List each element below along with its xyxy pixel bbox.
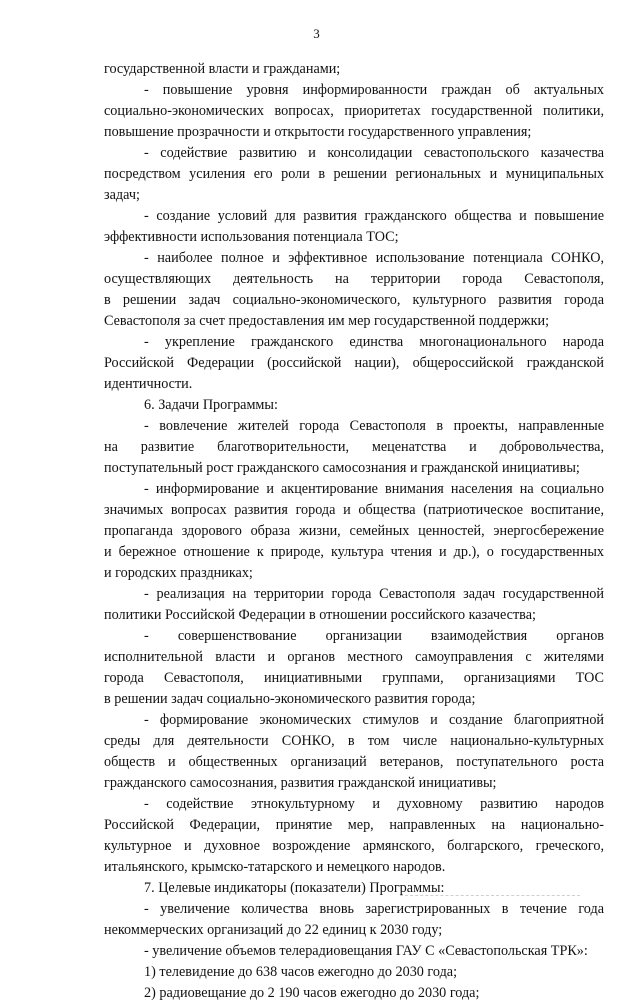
- text-line: и бережное отношение к природе, культура чтения и др.), о государственных: [104, 544, 604, 560]
- text-line: - наиболее полное и эффективное использование потенциала СОНКО,: [144, 250, 604, 266]
- text-line: и городских праздниках;: [104, 565, 253, 581]
- text-line: - информирование и акцентирование внимания населения на социально: [144, 481, 604, 497]
- text-line: Российской Федерации, принятие мер, направленных на национально-: [104, 817, 604, 833]
- text-line: - вовлечение жителей города Севастополя в проекты, направленные: [144, 418, 604, 434]
- text-line: социально-экономических вопросах, приоритетах государственной политики,: [104, 103, 604, 119]
- text-line: 6. Задачи Программы:: [144, 397, 278, 413]
- text-line: осуществляющих деятельность на территории города Севастополя,: [104, 271, 604, 287]
- text-line: Севастополя за счет предоставления им мер государственной поддержки;: [104, 313, 550, 329]
- page-number: 3: [313, 26, 320, 41]
- text-line: повышение прозрачности и открытости государственного управления;: [104, 124, 532, 140]
- text-line: - формирование экономических стимулов и создание благоприятной: [144, 712, 604, 728]
- text-line: значимых вопросах развития города и общества (патриотическое воспитание,: [104, 502, 604, 518]
- text-line: - укрепление гражданского единства многонационального народа: [144, 334, 604, 350]
- text-line: задач;: [104, 187, 140, 203]
- scan-artifact: [400, 895, 580, 899]
- text-line: итальянского, крымско-татарского и немецкого народов.: [104, 859, 446, 875]
- text-line: некоммерческих организаций до 22 единиц к 2030 году;: [104, 922, 443, 938]
- text-line: поступательный рост гражданского самосознания и гражданской инициативы;: [104, 460, 580, 476]
- text-line: посредством усиления его роли в решении региональных и муниципальных: [104, 166, 604, 182]
- text-line: в решении задач социально-экономического, культурного развития города: [104, 292, 604, 308]
- text-line: - повышение уровня информированности граждан об актуальных: [144, 82, 604, 98]
- text-line: 7. Целевые индикаторы (показатели) Программы:: [144, 880, 445, 896]
- text-line: - создание условий для развития гражданского общества и повышение: [144, 208, 604, 224]
- text-line: обществ и общественных организаций ветеранов, поступательного роста: [104, 754, 604, 770]
- text-line: эффективности использования потенциала ТОС;: [104, 229, 399, 245]
- text-line: на развитие благотворительности, меценатства и добровольчества,: [104, 439, 604, 455]
- text-line: - содействие развитию и консолидации севастопольского казачества: [144, 145, 604, 161]
- text-line: пропаганда здорового образа жизни, семейных ценностей, энергосбережение: [104, 523, 604, 539]
- text-line: 1) телевидение до 638 часов ежегодно до 2030 года;: [144, 964, 458, 980]
- document-body: [104, 59, 604, 1004]
- text-line: 2) радиовещание до 2 190 часов ежегодно до 2030 года;: [144, 985, 480, 1001]
- text-line: гражданского самосознания, развития гражданской инициативы;: [104, 775, 497, 791]
- text-line: - содействие этнокультурному и духовному развитию народов: [144, 796, 604, 812]
- text-line: культурное и духовное возрождение армянского, болгарского, греческого,: [104, 838, 604, 854]
- text-line: - совершенствование организации взаимодействия органов: [144, 628, 604, 644]
- text-line: города Севастополя, инициативными группами, организациями ТОС: [104, 670, 604, 686]
- text-line: идентичности.: [104, 376, 193, 392]
- text-line: государственной власти и гражданами;: [104, 61, 341, 77]
- text-line: - увеличение объемов телерадиовещания ГАУ С «Севастопольская ТРК»:: [144, 943, 588, 959]
- text-line: среды для деятельности СОНКО, в том числе национально-культурных: [104, 733, 604, 749]
- text-line: политики Российской Федерации в отношении российского казачества;: [104, 607, 536, 623]
- text-line: - реализация на территории города Севастополя задач государственной: [144, 586, 604, 602]
- text-line: исполнительной власти и органов местного самоуправления с жителями: [104, 649, 604, 665]
- text-line: в решении задач социально-экономического развития города;: [104, 691, 476, 707]
- text-line: - увеличение количества вновь зарегистрированных в течение года: [144, 901, 604, 917]
- text-line: Российской Федерации (российской нации), общероссийской гражданской: [104, 355, 604, 371]
